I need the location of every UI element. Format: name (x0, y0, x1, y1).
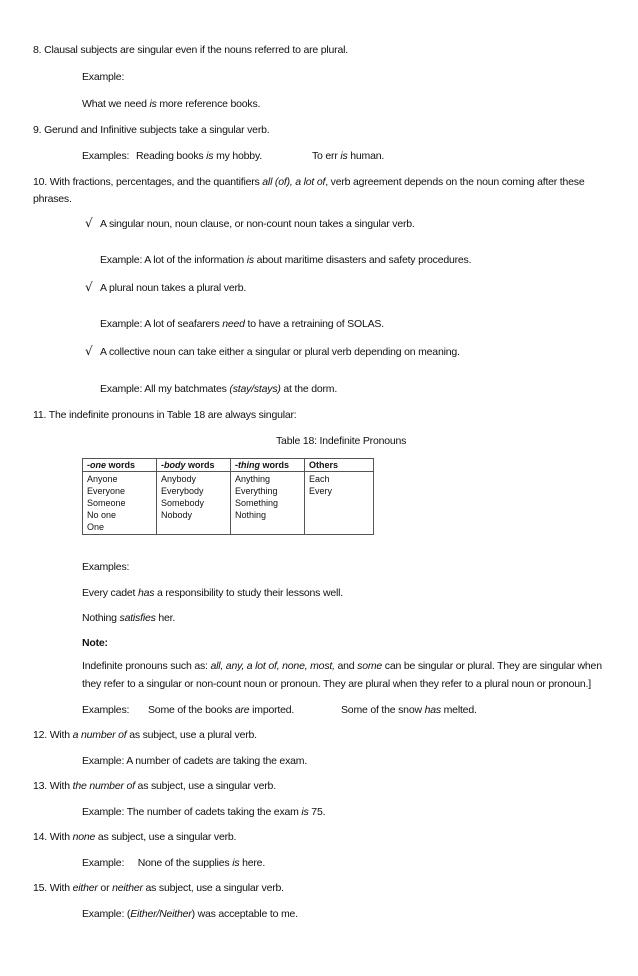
pronoun: Anyone (87, 474, 118, 484)
pronoun: Anybody (161, 474, 197, 484)
pronoun: Somebody (161, 498, 205, 508)
pronoun: Someone (87, 498, 126, 508)
rule-11-example-2: Nothing satisfies her. (82, 612, 176, 624)
rule-11-example-3: Some of the books are imported. (148, 704, 295, 716)
pronoun: Everyone (87, 486, 126, 496)
pronoun: No one (87, 510, 117, 520)
pronoun: Nothing (235, 510, 267, 520)
rule-13-heading: 13. With the number of as subject, use a singular verb. (33, 780, 276, 792)
rule-11-example-4: Some of the snow has melted. (341, 704, 477, 716)
rule-10-example-1: Example: A lot of the information is about maritime disasters and safety procedures. (100, 254, 472, 266)
rule-12-heading: 12. With a number of as subject, use a plural verb. (33, 729, 257, 741)
rule-11-example-1: Every cadet has a responsibility to study their lessons well. (82, 587, 343, 599)
checkmark-icon: √ (85, 344, 93, 358)
checkmark-icon: √ (85, 216, 93, 230)
rule-8-example: What we need is more reference books. (82, 98, 261, 110)
table-header: -thing words (231, 459, 305, 472)
rule-11-examples-label: Examples: (82, 561, 130, 573)
rule-10-point-2: A plural noun takes a plural verb. (100, 282, 247, 294)
rule-15-heading: 15. With either or neither as subject, use a singular verb. (33, 882, 284, 894)
rule-12-example: Example: A number of cadets are taking the exam. (82, 755, 308, 767)
table-cell (157, 472, 231, 535)
checkmark-icon: √ (85, 280, 93, 294)
table-cell (83, 472, 157, 535)
rule-14-example: Example: None of the supplies is here. (82, 857, 266, 869)
table-caption: Table 18: Indefinite Pronouns (276, 435, 407, 447)
pronoun: Nobody (161, 510, 193, 520)
rule-9-example-2: To err is human. (312, 150, 385, 162)
rule-8-heading: 8. Clausal subjects are singular even if the nouns referred to are plural. (33, 44, 348, 56)
pronoun: Something (235, 498, 279, 508)
rule-11-heading: 11. The indefinite pronouns in Table 18 are always singular: (33, 409, 297, 421)
rule-10-point-3: A collective noun can take either a singular or plural verb depending on meaning. (100, 346, 460, 358)
table-header: Others (305, 459, 374, 472)
table-header: -one words (83, 459, 157, 472)
table-header: -body words (157, 459, 231, 472)
pronoun: Everybody (161, 486, 204, 496)
table-cell (305, 472, 374, 535)
note-text: Indefinite pronouns such as: all, any, a lot of, none, most, and some can be singular or plural. They are singular when they refer to a singular or non-count noun or pronoun. They are plural when they refer to a plural noun or pronoun.] (82, 660, 602, 690)
table-header-row (83, 459, 374, 472)
rule-9-heading: 9. Gerund and Infinitive subjects take a singular verb. (33, 124, 270, 136)
rule-13-example: Example: The number of cadets taking the exam is 75. (82, 806, 326, 818)
rule-10-heading-cont: phrases. (33, 193, 72, 205)
rule-10-heading: 10. With fractions, percentages, and the quantifiers all (of), a lot of, verb agreement depends on the noun coming after these (33, 176, 585, 188)
rule-11-examples-label-2: Examples: (82, 704, 130, 716)
pronoun: Every (309, 486, 333, 496)
rule-14-heading: 14. With none as subject, use a singular verb. (33, 831, 237, 843)
rule-10-example-3: Example: All my batchmates (stay/stays) at the dorm. (100, 383, 338, 395)
indefinite-pronouns-table (82, 458, 374, 535)
pronoun: Each (309, 474, 330, 484)
table-cell (231, 472, 305, 535)
pronoun: One (87, 522, 105, 532)
rule-8-example-label: Example: (82, 71, 125, 83)
rule-15-example: Example: (Either/Neither) was acceptable to me. (82, 908, 298, 920)
rule-10-point-1: A singular noun, noun clause, or non-count noun takes a singular verb. (100, 218, 415, 230)
rule-9-example-1: Reading books is my hobby. (136, 150, 262, 162)
pronoun: Anything (235, 474, 271, 484)
rule-9-examples-label: Examples: (82, 150, 130, 162)
rule-10-example-2: Example: A lot of seafarers need to have a retraining of SOLAS. (100, 318, 384, 330)
note-label: Note: (82, 637, 108, 649)
table-row (83, 472, 374, 535)
pronoun: Everything (235, 486, 278, 496)
